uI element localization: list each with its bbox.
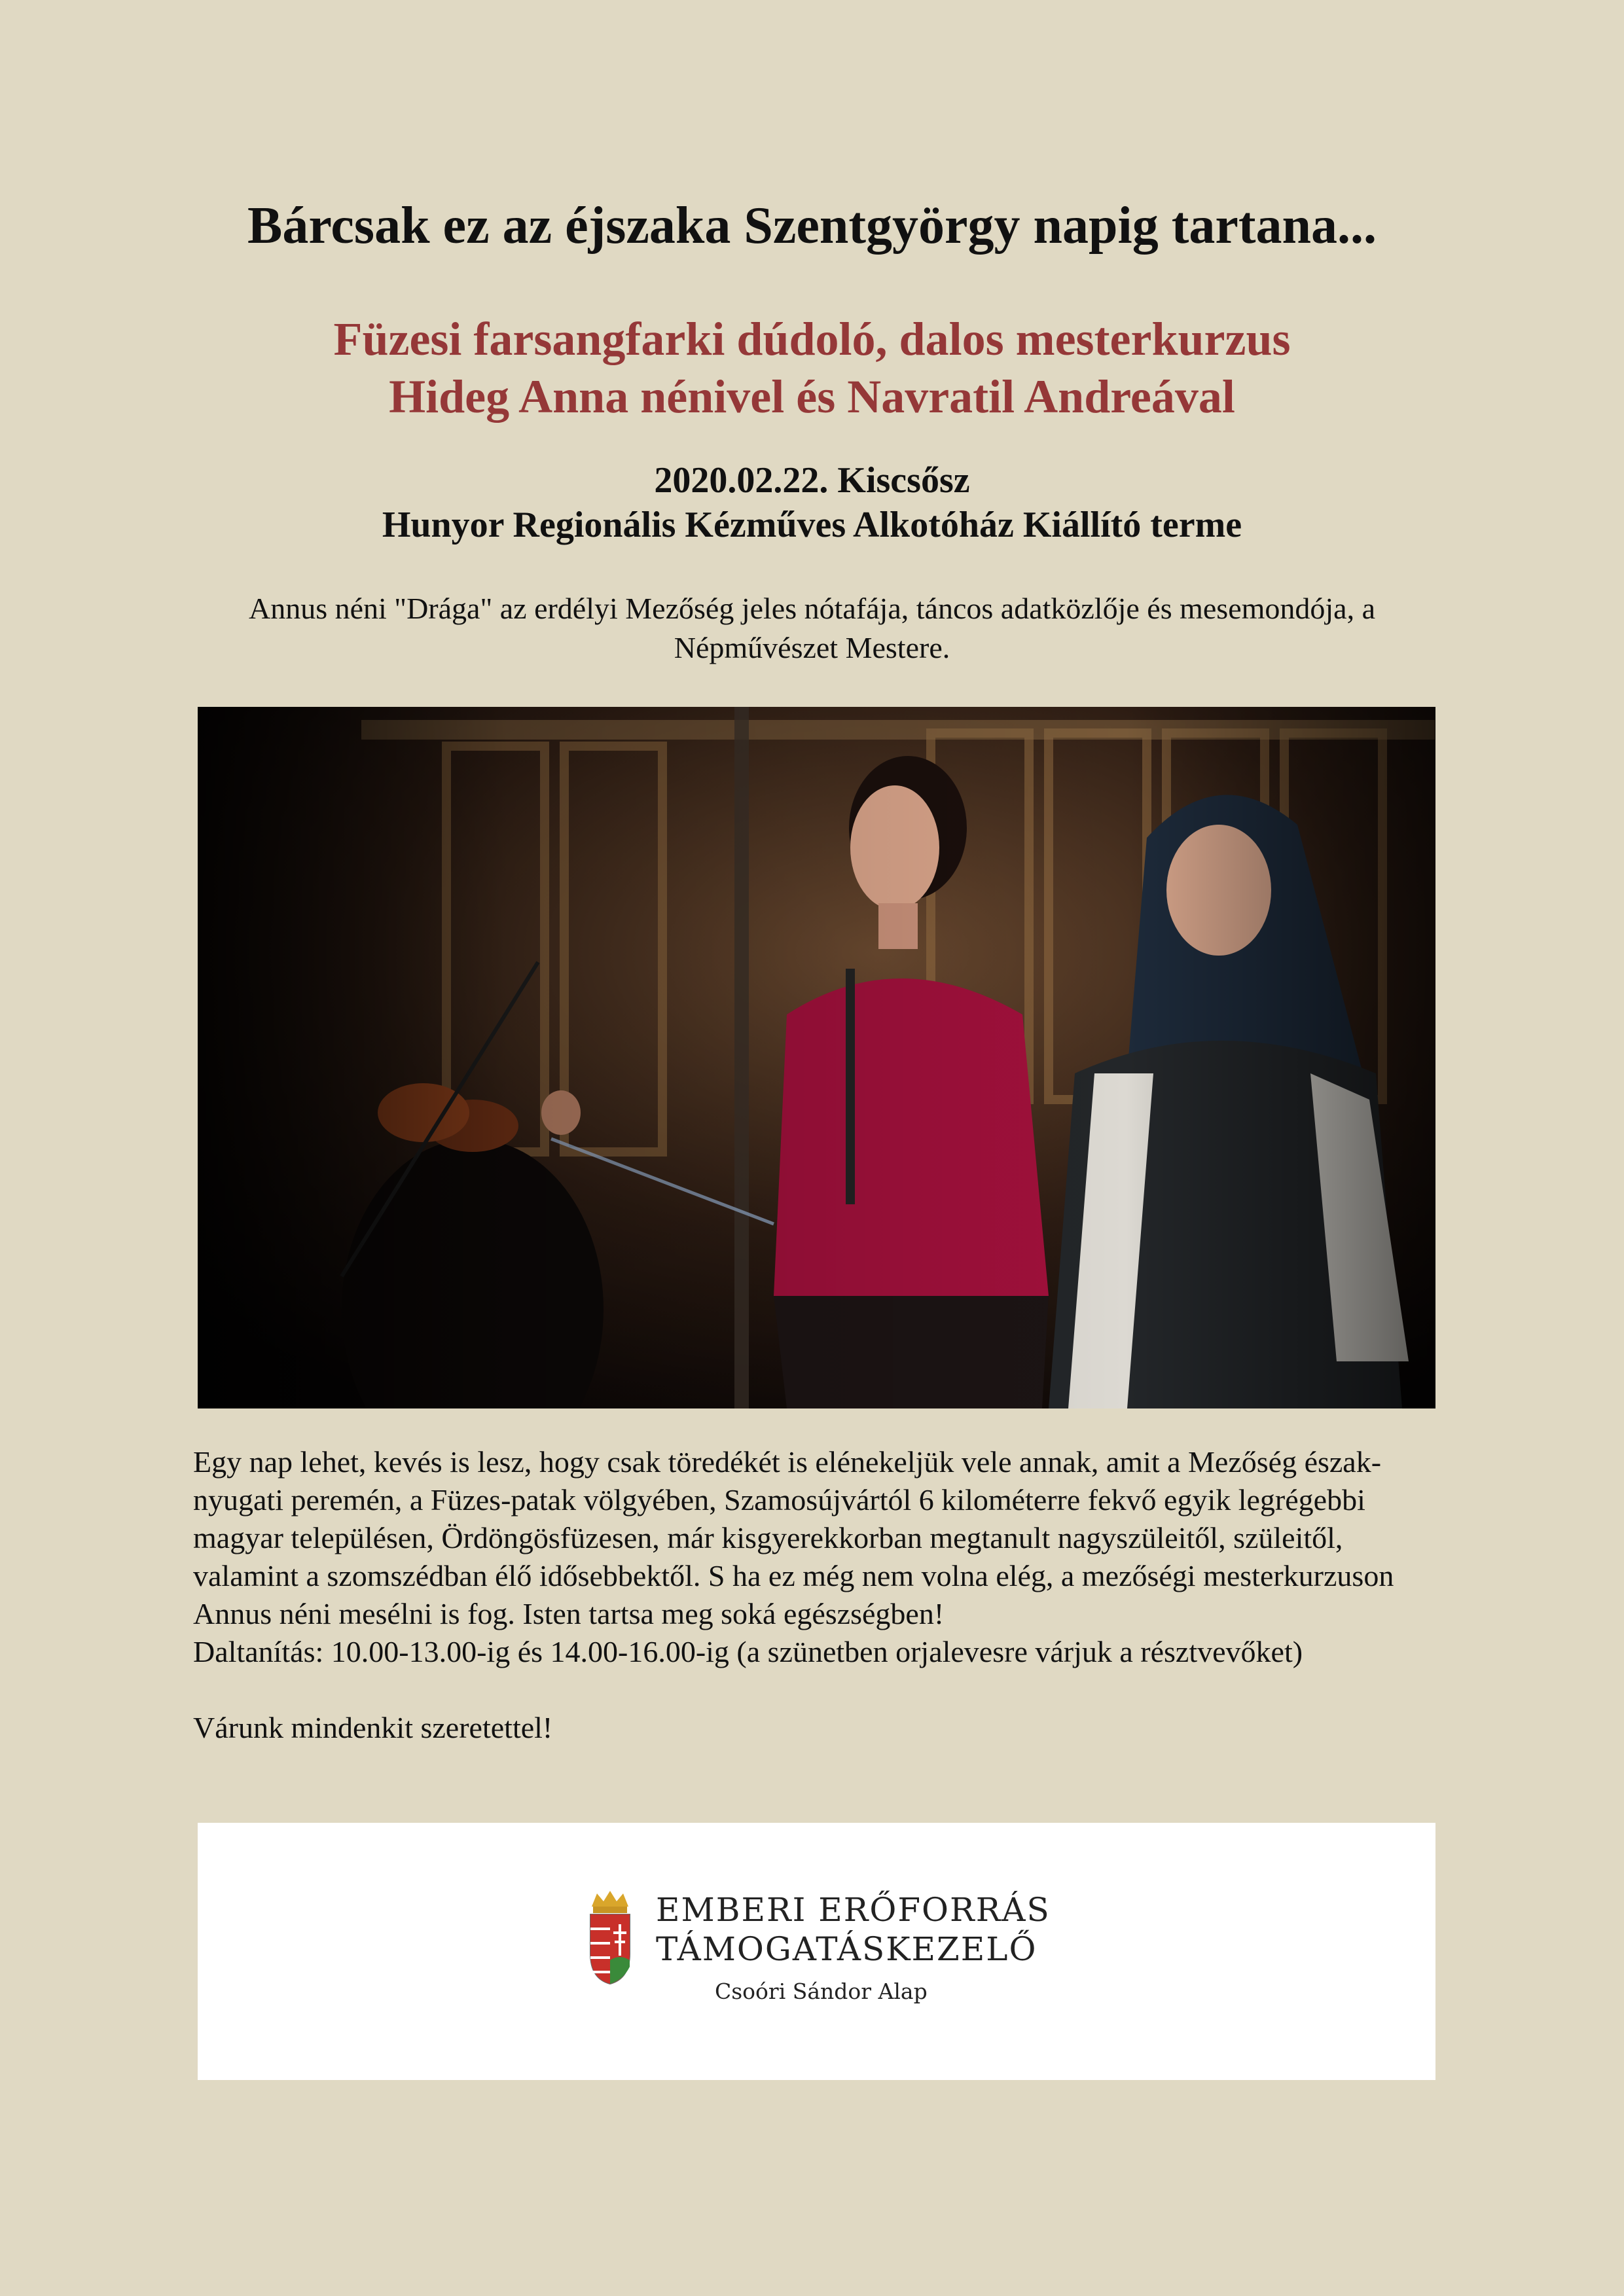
coat-of-arms-icon [584,1888,636,1986]
closing-line: Várunk mindenkit szeretettel! [193,1711,553,1744]
sponsor-name-line-2: TÁMOGATÁSKEZELŐ [656,1930,1038,1968]
body-paragraph: Egy nap lehet, kevés is lesz, hogy csak töredékét is elénekeljük vele annak, amit a Mezőség észak-nyugati peremén, a Füzes-patak völgyében, Szamosújvártól 6 kilométerre fekvő egyik legrégebbi magyar településen, Ördöngösfüzesen, már kisgyerekkorban megtanult nagyszüleitől, szüleitől, valamint a szomszédban élő idősebbektől. S ha ez még nem volna elég, a mezőségi mesterkurzuson Annus néni mesélni is fog. Isten tartsa meg soká egészségben! [193,1445,1394,1630]
performers-photo [198,707,1435,1408]
event-details [0,458,1624,547]
event-date-location: 2020.02.22. Kiscsősz [654,460,970,501]
intro-text: Annus néni "Drága" az erdélyi Mezőség jeles nótafája, táncos adatközlője és mesemondója, a Népművészet Mestere. [248,592,1376,664]
sponsor-fund-name: Csoóri Sándor Alap [715,1979,928,2004]
description-text [193,1443,1437,1747]
subtitle-line-2: Hideg Anna nénivel és Navratil Andreával [389,370,1235,423]
event-subtitle [0,310,1624,425]
subtitle-line-1: Füzesi farsangfarki dúdoló, dalos mesterkurzus [333,313,1291,365]
sponsor-logo-box [198,1823,1435,2080]
sponsor-logo [584,1888,1068,2019]
poster-title: Bárcsak ez az éjszaka Szentgyörgy napig tartana... [247,197,1377,255]
schedule-line: Daltanítás: 10.00-13.00-ig és 14.00-16.00-ig (a szünetben orjalevesre várjuk a résztvevőket) [193,1635,1303,1668]
event-venue: Hunyor Regionális Kézműves Alkotóház Kiállító terme [382,505,1242,545]
sponsor-name-line-1: EMBERI ERŐFORRÁS [656,1891,1051,1929]
